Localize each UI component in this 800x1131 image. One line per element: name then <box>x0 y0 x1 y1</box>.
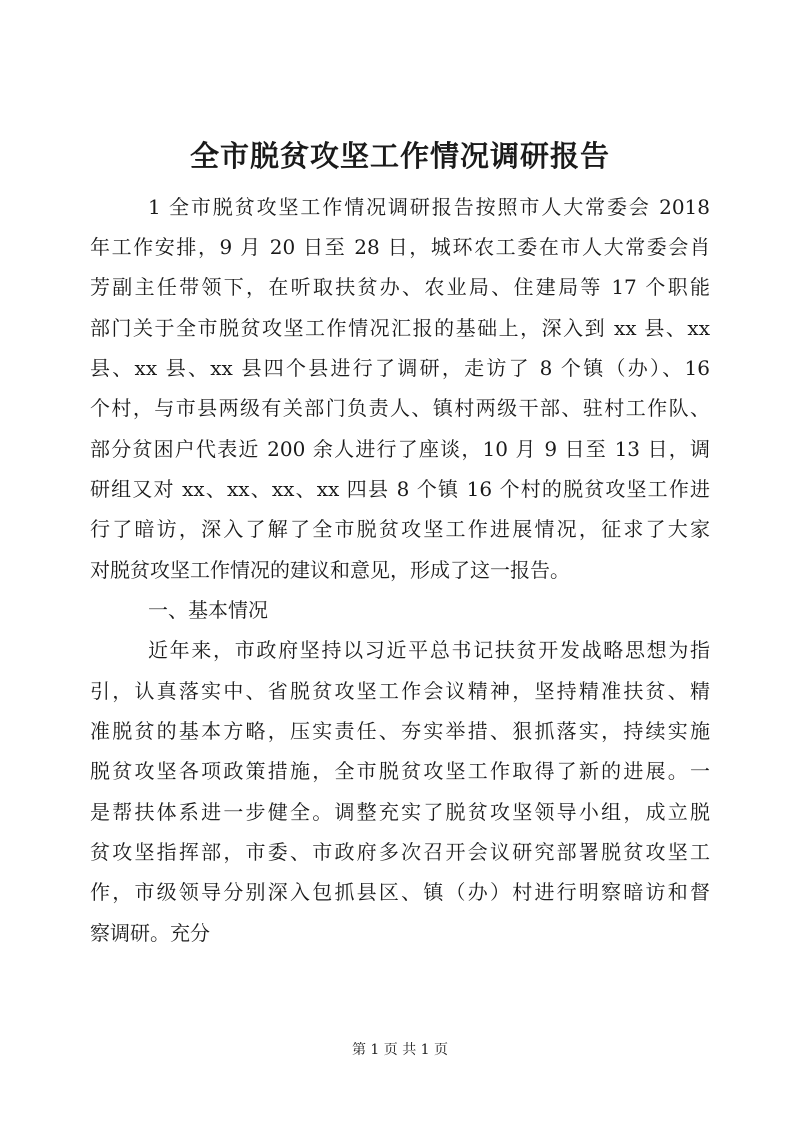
page-number-footer: 第 1 页 共 1 页 <box>351 1042 449 1058</box>
paragraph-line: 芳副主任带领下，在听取扶贫办、农业局、住建局等 17 个职能 <box>90 275 710 299</box>
paragraph-line: 研组又对 xx、xx、xx、xx 四县 8 个镇 16 个村的脱贫攻坚工作进 <box>90 477 710 501</box>
paragraph-line: 对脱贫攻坚工作情况的建议和意见，形成了这一报告。 <box>90 558 570 582</box>
paragraph-line: 县、xx 县、xx 县四个县进行了调研，走访了 8 个镇（办）、16 <box>90 356 710 380</box>
paragraph-line: 作，市级领导分别深入包抓县区、镇（办）村进行明察暗访和督 <box>90 880 710 904</box>
paragraph-line: 部门关于全市脱贫攻坚工作情况汇报的基础上，深入到 xx 县、xx <box>90 316 710 340</box>
paragraph-line: 贫攻坚指挥部，市委、市政府多次召开会议研究部署脱贫攻坚工 <box>90 840 710 864</box>
section-heading: 一、基本情况 <box>148 598 268 622</box>
paragraph-line: 脱贫攻坚各项政策措施，全市脱贫攻坚工作取得了新的进展。一 <box>90 759 710 783</box>
paragraph-line: 年工作安排，9 月 20 日至 28 日，城环农工委在市人大常委会肖 <box>90 235 710 259</box>
paragraph-line: 引，认真落实中、省脱贫攻坚工作会议精神，坚持精准扶贫、精 <box>90 679 710 703</box>
paragraph-line: 1 全市脱贫攻坚工作情况调研报告按照市人大常委会 2018 <box>148 195 710 219</box>
document-title: 全市脱贫攻坚工作情况调研报告 <box>189 139 610 173</box>
paragraph-line: 近年来，市政府坚持以习近平总书记扶贫开发战略思想为指 <box>148 638 710 662</box>
paragraph-line: 察调研。充分 <box>90 921 210 945</box>
paragraph-line: 个村，与市县两级有关部门负责人、镇村两级干部、驻村工作队、 <box>90 396 710 420</box>
paragraph-line: 准脱贫的基本方略，压实责任、夯实举措、狠抓落实，持续实施 <box>90 719 710 743</box>
paragraph-line: 是帮扶体系进一步健全。调整充实了脱贫攻坚领导小组，成立脱 <box>90 800 710 824</box>
paragraph-line: 行了暗访，深入了解了全市脱贫攻坚工作进展情况，征求了大家 <box>90 517 710 541</box>
paragraph-line: 部分贫困户代表近 200 余人进行了座谈，10 月 9 日至 13 日，调 <box>90 437 710 461</box>
